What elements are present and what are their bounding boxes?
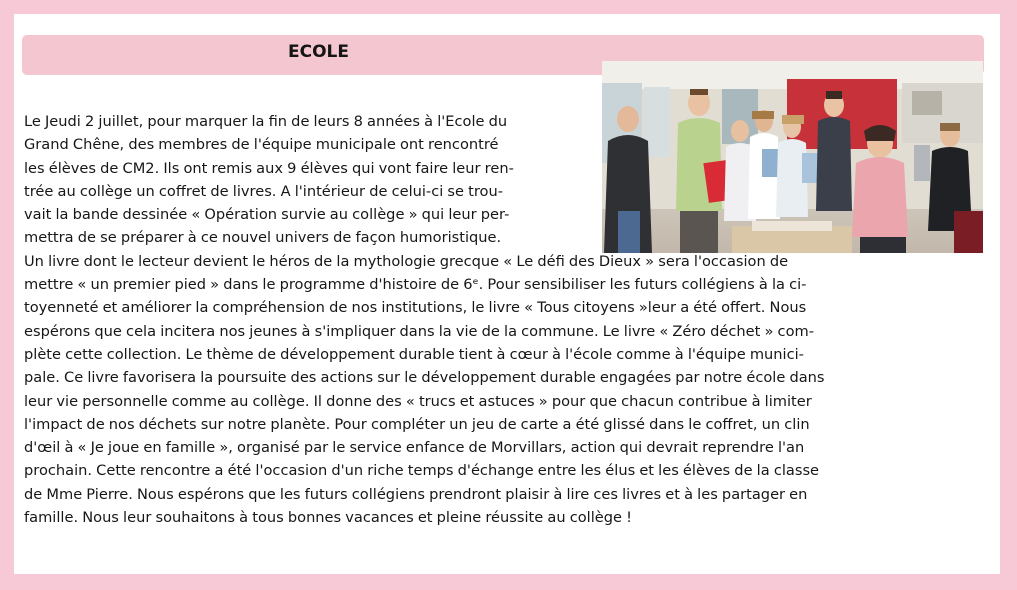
body-line: mettre « un premier pied » dans le programme d'histoire de 6ᵉ. Pour sensibiliser les futurs collégiens à la ci- — [24, 276, 807, 294]
body-line: leur vie personnelle comme au collège. Il donne des « trucs et astuces » pour que chacun contribue à limiter — [24, 392, 812, 410]
body-line: Grand Chêne, des membres de l'équipe municipale ont rencontré — [24, 136, 499, 154]
body-line: Un livre dont le lecteur devient le héros de la mythologie grecque « Le défi des Dieux » sera l'occasion de — [24, 252, 789, 270]
body-line: famille. Nous leur souhaitons à tous bonnes vacances et pleine réussite au collège ! — [24, 509, 632, 527]
body-line: espérons que cela incitera nos jeunes à s'impliquer dans la vie de la commune. Le livre « Zéro déchet » com- — [24, 322, 814, 340]
body-line: les élèves de CM2. Ils ont remis aux 9 élèves qui vont faire leur ren- — [24, 159, 514, 177]
body-line: pale. Ce livre favorisera la poursuite des actions sur le développement durable engagées par notre école dans — [24, 369, 825, 387]
body-line: toyenneté et améliorer la compréhension de nos institutions, le livre « Tous citoyens »leur a été offert. Nous — [24, 299, 807, 317]
article-title: ECOLE — [288, 42, 349, 62]
body-line: Le Jeudi 2 juillet, pour marquer la fin de leurs 8 années à l'Ecole du — [24, 113, 508, 130]
body-line: trée au collège un coffret de livres. A l'intérieur de celui-ci se trou- — [24, 182, 503, 200]
body-line: vait la bande dessinée « Opération survie au collège » qui leur per- — [24, 206, 510, 224]
body-line: mettra de se préparer à ce nouvel univers de façon humoristique. — [24, 229, 502, 247]
body-line: plète cette collection. Le thème de développement durable tient à cœur à l'école comme à l'équipe munici- — [24, 345, 804, 363]
body-line: de Mme Pierre. Nous espérons que les futurs collégiens prendront plaisir à lire ces livres et à les partager en — [24, 485, 808, 503]
body-line: l'impact de nos déchets sur notre planète. Pour compléter un jeu de carte a été glissé dans le coffret, un clin — [24, 415, 810, 433]
body-line: prochain. Cette rencontre a été l'occasion d'un riche temps d'échange entre les élus et les élèves de la classe — [24, 462, 820, 480]
article-body — [24, 110, 984, 529]
body-line: d'œil à « Je joue en famille », organisé par le service enfance de Morvillars, action qui devrait reprendre l'an — [24, 439, 805, 457]
article-card — [14, 14, 1000, 574]
